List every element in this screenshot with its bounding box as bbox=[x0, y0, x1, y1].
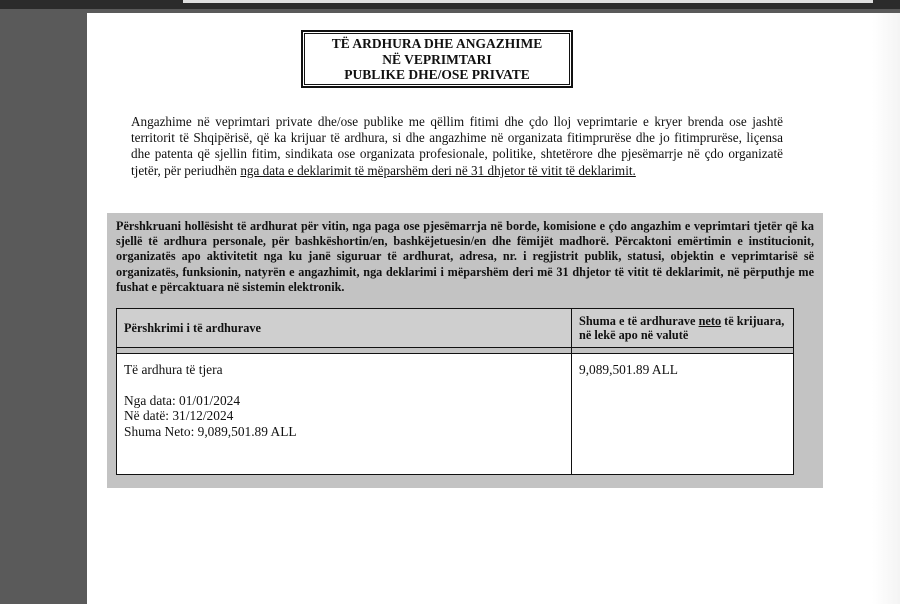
title-line-2: NË VEPRIMTARI bbox=[382, 51, 492, 67]
intro-underlined-period: nga data e deklarimit të mëparshëm deri në 31 dhjetor të vitit të deklarimit. bbox=[240, 162, 636, 178]
income-type: Të ardhura të tjera bbox=[124, 362, 223, 377]
section-title-box bbox=[301, 30, 573, 88]
table-row bbox=[117, 354, 794, 475]
instructions-text: Përshkruani hollësisht të ardhurat për vitin, nga paga ose pjesëmarrja në borde, komisione e çdo angazhim e veprimtari tjetër që ka sjellë të ardhura personale, për bashkëshortin/en, bashkëjetuesin/en dhe fëmijët madhorë. Përcaktoni emërtimin e institucionit, organizatës apo aktivitetit nga ku janë siguruar të ardhurat, adresa, nr. i regjistrit publik, statusi, objektin e veprimtarisë së organizatës, funksionin, natyrën e angazhimit, nga deklarimi i mëparshëm deri më 31 dhjetor të vitit të deklarimit, në përputhje me fushat e përcaktuara në sistemin elektronik. bbox=[116, 219, 814, 294]
header-sum-pre: Shuma e të ardhurave bbox=[579, 313, 699, 328]
to-date: Në datë: 31/12/2024 bbox=[124, 408, 234, 423]
intro-paragraph bbox=[131, 114, 783, 179]
viewer-top-bar bbox=[0, 0, 900, 9]
income-description-cell bbox=[117, 354, 572, 475]
header-sum-neto: neto bbox=[698, 313, 722, 328]
header-description: Përshkrimi i të ardhurave bbox=[117, 309, 572, 348]
header-sum-post: të krijuara, në lekë apo në valutë bbox=[579, 313, 785, 342]
income-section bbox=[107, 213, 823, 488]
intro-text: Angazhime në veprimtari private dhe/ose publike me qëllim fitimi dhe çdo lloj veprimtarie e kryer brenda ose jashtë territorit të Shqipërisë, që ka krijuar të ardhura, si dhe angazhime në organizata fitimprurëse dhe jo fitimprurëse, liçensa dhe patenta që sjellin fitim, sindikata ose organizata profesionale, politike, shtetërore dhe pjesëmarrje në çdo organizatë tjetër, për periudhën bbox=[131, 114, 783, 178]
table-header-row bbox=[117, 309, 794, 348]
net-sum: Shuma Neto: 9,089,501.89 ALL bbox=[124, 423, 297, 439]
from-date: Nga data: 01/01/2024 bbox=[124, 392, 241, 408]
income-amount: 9,089,501.89 ALL bbox=[579, 362, 678, 377]
title-line-3: PUBLIKE DHE/OSE PRIVATE bbox=[344, 67, 530, 82]
page-edge-shade bbox=[872, 13, 900, 604]
header-sum bbox=[572, 309, 794, 348]
page-top-edge bbox=[183, 0, 873, 3]
income-table bbox=[116, 308, 794, 475]
income-amount-cell bbox=[572, 354, 794, 475]
document-page bbox=[87, 13, 900, 604]
title-line-1: TË ARDHURA DHE ANGAZHIME bbox=[331, 36, 543, 51]
